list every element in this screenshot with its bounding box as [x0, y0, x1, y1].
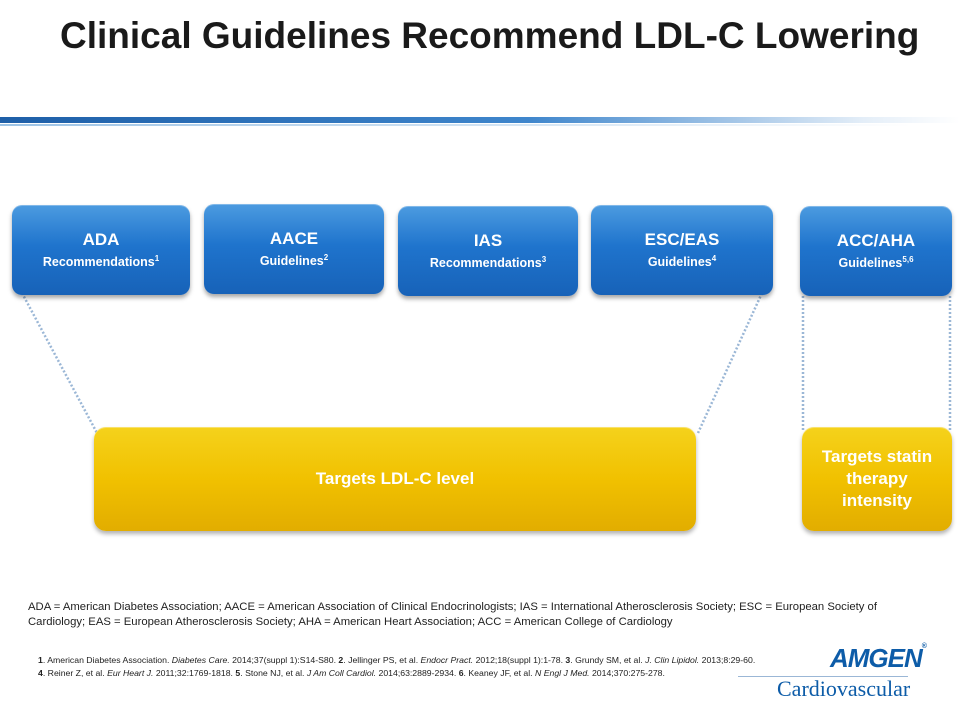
guideline-box-accaha: [800, 206, 952, 296]
guideline-box-esceas: [591, 205, 773, 295]
reference-item: 5. Stone NJ, et al. J Am Coll Cardiol. 2014;63:2889-2934.: [235, 668, 459, 678]
guideline-ref: 5,6: [902, 255, 914, 265]
target-statin-box: [802, 427, 952, 531]
guideline-ref: 2: [323, 253, 329, 263]
guideline-ref: 1: [154, 254, 160, 264]
amgen-logo: AMGEN®: [830, 643, 927, 673]
reference-item: 3. Grundy SM, et al. J. Clin Lipidol. 2013;8:29-60.: [565, 655, 756, 665]
guideline-ref: 3: [541, 255, 547, 265]
guideline-org: ACC/AHA: [836, 231, 916, 251]
guideline-doc: Recommendations: [429, 256, 542, 271]
guideline-org: AACE: [269, 229, 319, 249]
reference-item: 6. Keaney JF, et al. N Engl J Med. 2014;370:275-278.: [458, 668, 665, 678]
guideline-box-ias: [398, 206, 578, 296]
guideline-box-aace: [204, 204, 384, 294]
connector-esceas-right: [698, 293, 762, 433]
abbreviations-note: ADA = American Diabetes Association; AACE = American Association of Clinical Endocrinologists; IAS = International Atherosclerosis Society; ESC = European Society of Cardiology; EAS = European Atherosclerosis Society; AHA = American Heart Association; ACC = American College of Cardiology: [28, 601, 877, 628]
reference-item: 1. American Diabetes Association. Diabetes Care. 2014;37(suppl 1):S14-S80.: [38, 655, 339, 665]
target-ldl-box: [94, 427, 696, 531]
guideline-doc: Guidelines: [647, 255, 712, 270]
guideline-box-ada: [12, 205, 190, 295]
guideline-doc: Guidelines: [259, 254, 324, 269]
guideline-org: ADA: [82, 230, 120, 250]
connector-ada-left: [22, 293, 97, 433]
guideline-org: IAS: [473, 231, 503, 251]
target-ldl-label: Targets LDL-C level: [315, 469, 475, 488]
references: [38, 654, 758, 680]
guideline-doc: Recommendations: [42, 255, 155, 270]
slide-title: Clinical Guidelines Recommend LDL-C Lowering: [60, 15, 920, 56]
reference-item: 4. Reiner Z, et al. Eur Heart J. 2011;32:1769-1818.: [38, 668, 236, 678]
guideline-ref: 4: [711, 254, 717, 264]
guideline-doc: Guidelines: [838, 256, 903, 271]
target-statin-label: Targets statin therapy intensity: [821, 447, 933, 510]
guideline-org: ESC/EAS: [644, 230, 720, 250]
division-label: Cardiovascular: [777, 676, 911, 701]
reference-item: 2. Jellinger PS, et al. Endocr Pract. 2012;18(suppl 1):1-78.: [338, 655, 566, 665]
